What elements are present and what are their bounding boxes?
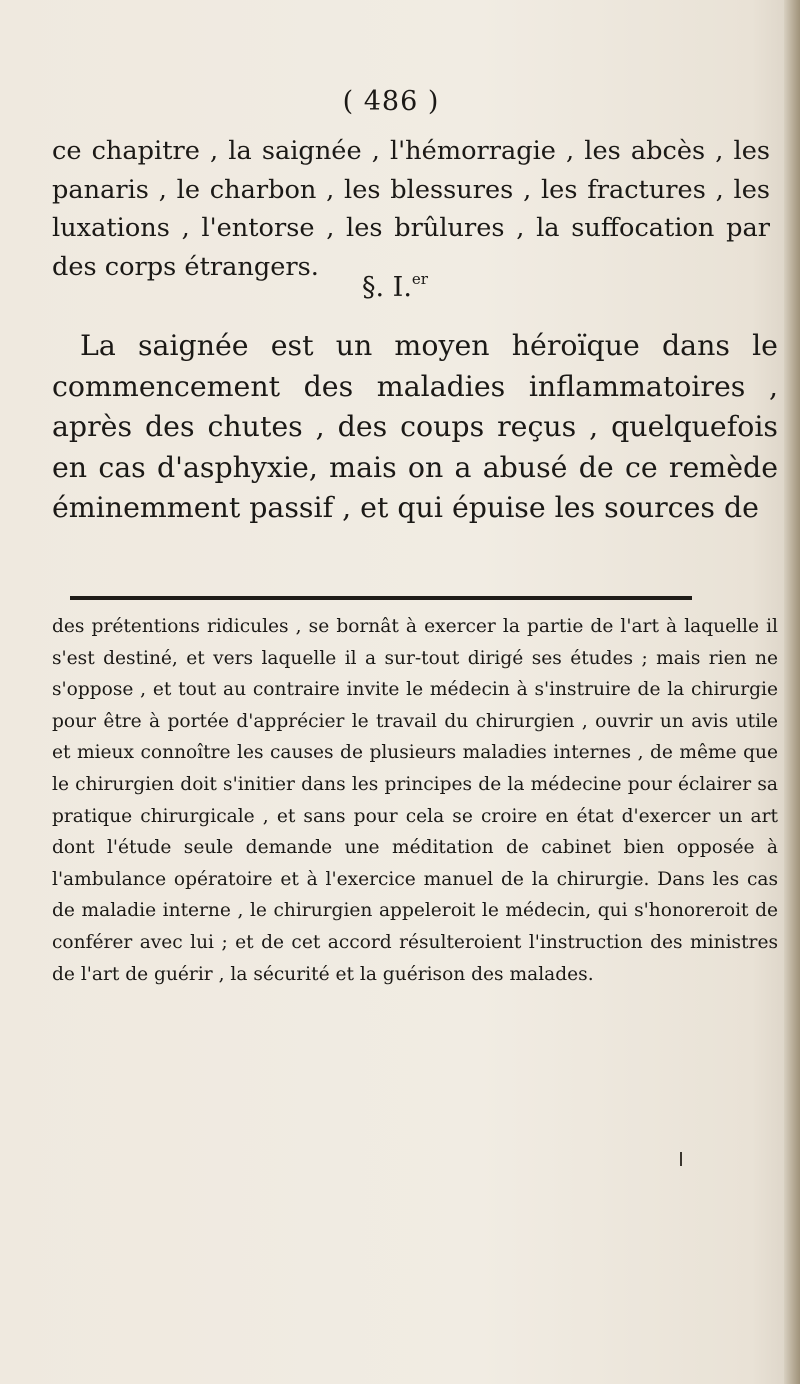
page-edge [784,0,800,1384]
ink-mark [680,1152,682,1166]
intro-paragraph: ce chapitre , la saignée , l'hémorragie , les abcès , les panaris , le charbon , les blessures , les fractures , les luxations , l'entorse , les brûlures , la suffocation par des corps étrangers. [52,136,770,282]
body-paragraph: La saignée est un moyen héroïque dans le commencement des maladies inflammatoires , après des chutes , des coups reçus , quelquefois en cas d'asphyxie, mais on a abusé de ce remède éminemment passif , et qui épuise les sources de [52,329,778,525]
footnote-divider [70,596,692,600]
page-number: ( 486 ) [342,86,440,117]
section-heading-superscript: er [411,270,428,288]
footnote-paragraph: des prétentions ridicules , se bornât à exercer la partie de l'art à laquelle il s'est destiné, et vers laquelle il a sur-tout dirigé ses études ; mais rien ne s'oppose , et tout au contraire invite le médecin à s'instruire de la chirurgie pour être à portée d'apprécier le travail du chirurgien , ouvrir un avis utile et mieux connoître les causes de plusieurs maladies internes , de même que le chirurgien doit s'initier dans les principes de la médecine pour éclairer sa pratique chirurgicale , et sans pour cela se croire en état d'exercer un art dont l'étude seule demande une méditation de cabinet bien opposée à l'ambulance opératoire et à l'exercice manuel de la chirurgie. Dans les cas de maladie interne , le chirurgien appeleroit le médecin, qui s'honoreroit de conférer avec lui ; et de cet accord résulteroient l'instruction des ministres de l'art de guérir , la sécurité et la guérison des malades. [52,616,778,985]
section-heading [0,270,790,303]
section-heading-label: §. I. [362,272,412,303]
